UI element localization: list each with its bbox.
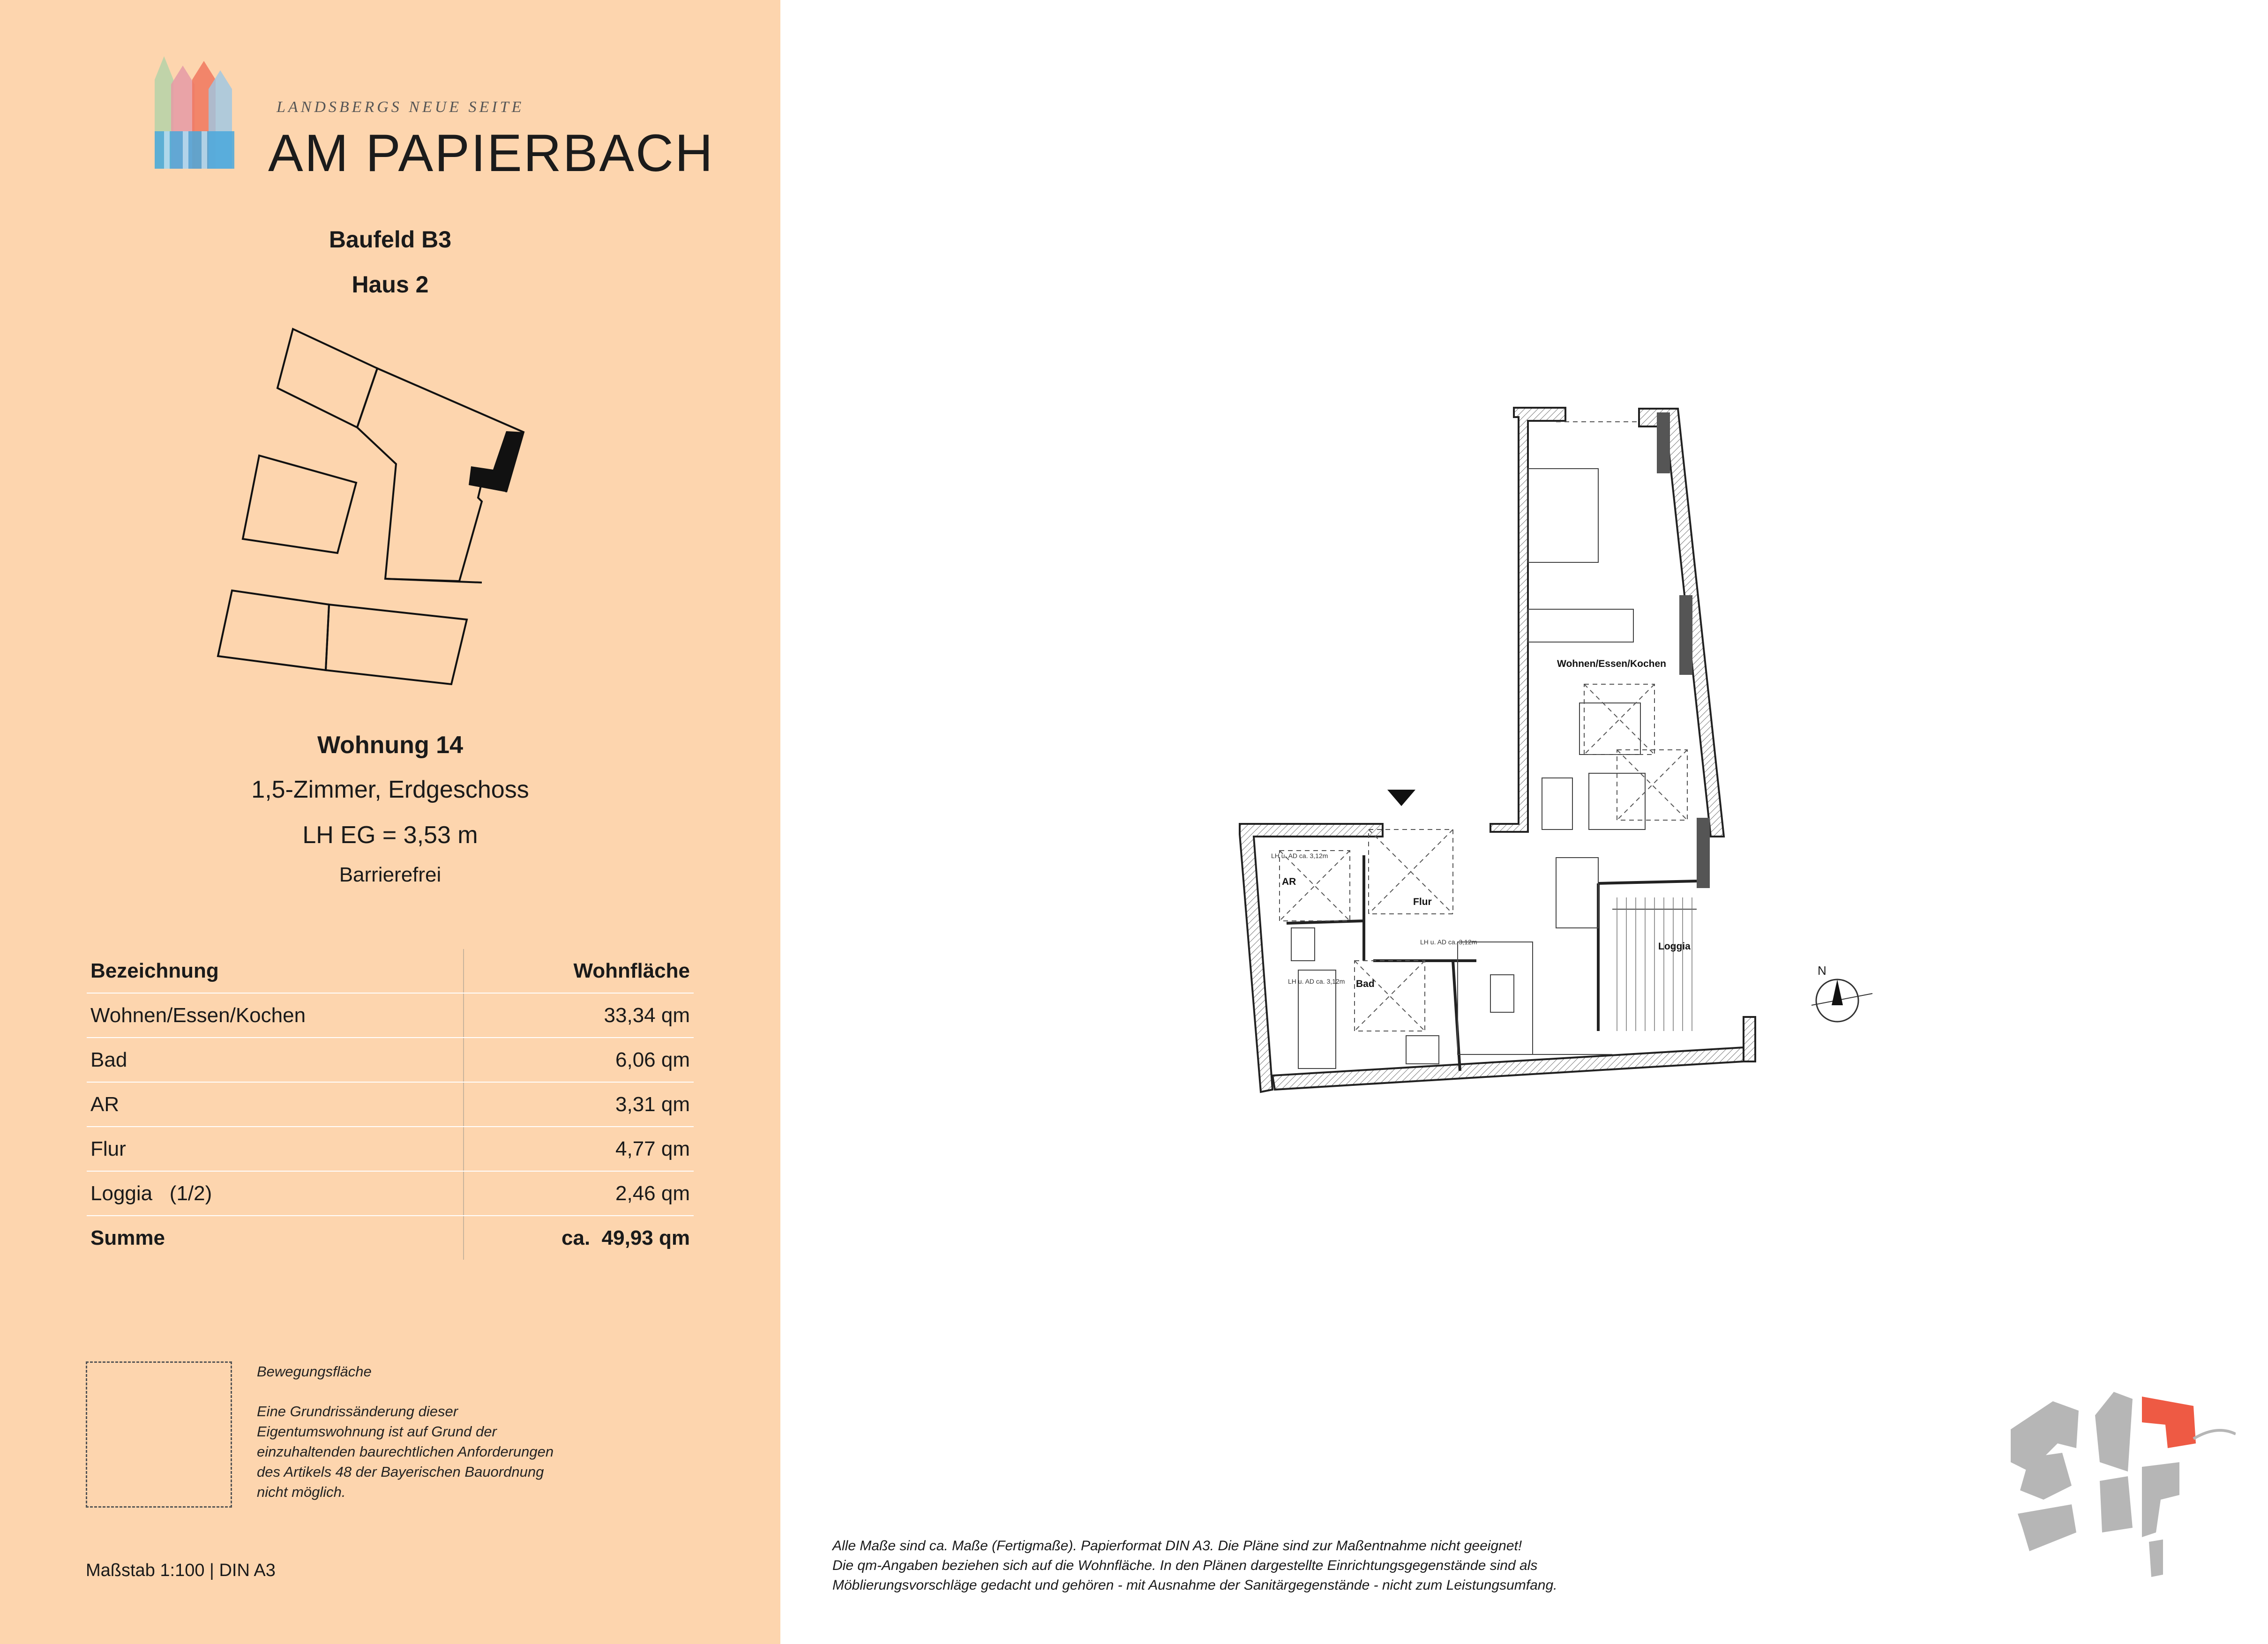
unit-title: Wohnung 14 <box>317 732 463 759</box>
row-value: 33,34 qm <box>464 993 694 1038</box>
floor-plan <box>1228 394 1875 1115</box>
area-table <box>87 949 694 1260</box>
room-label-bad: Bad <box>1356 979 1375 989</box>
movement-area-legend-box <box>86 1361 232 1508</box>
legend-text <box>257 1401 554 1502</box>
row-value: 6,06 qm <box>464 1038 694 1082</box>
info-sidebar <box>0 0 780 1644</box>
legend-line: Eigentumswohnung ist auf Grund der <box>257 1423 497 1440</box>
ceiling-note-ar: LH u. AD ca. 3,12m <box>1271 852 1328 859</box>
row-label: Bad <box>87 1038 464 1082</box>
row-label: Flur <box>87 1127 464 1171</box>
site-keyplan <box>206 323 534 689</box>
house-title: Haus 2 <box>352 271 429 298</box>
room-label-living: Wohnen/Essen/Kochen <box>1557 658 1666 669</box>
ceiling-note-flur: LH u. AD ca. 3,12m <box>1420 938 1477 946</box>
disclaimer <box>832 1536 1723 1595</box>
header-label: Bezeichnung <box>87 949 464 993</box>
legend-line: einzuhaltenden baurechtlichen Anforderungen <box>257 1443 554 1460</box>
table-row <box>87 993 694 1038</box>
row-label: Wohnen/Essen/Kochen <box>87 993 464 1038</box>
field-title: Baufeld B3 <box>329 226 452 253</box>
row-label: AR <box>87 1082 464 1127</box>
ceiling-note-bad: LH u. AD ca. 3,12m <box>1288 978 1345 985</box>
table-row <box>87 1082 694 1127</box>
header-value: Wohnfläche <box>464 949 694 993</box>
row-label: Loggia (1/2) <box>87 1171 464 1216</box>
legend-line: nicht möglich. <box>257 1484 346 1500</box>
room-label-flur: Flur <box>1413 897 1432 907</box>
legend-line: des Artikels 48 der Bayerischen Bauordnung <box>257 1464 544 1480</box>
brand-tagline: LANDSBERGS NEUE SEITE <box>277 98 524 116</box>
table-row <box>87 1127 694 1171</box>
brand-logo-houses <box>150 52 258 173</box>
scale-label: Maßstab 1:100 | DIN A3 <box>86 1561 276 1580</box>
row-value: 3,31 qm <box>464 1082 694 1127</box>
unit-accessibility: Barrierefrei <box>339 863 442 886</box>
room-label-ar: AR <box>1282 876 1296 887</box>
unit-ceiling-height: LH EG = 3,53 m <box>302 822 478 849</box>
site-overview-map <box>2001 1378 2236 1593</box>
disclaimer-line: Möblierungsvorschläge gedacht und gehören - mit Ausnahme der Sanitärgegenstände - nicht zum Leistungsumfang. <box>832 1577 1557 1593</box>
disclaimer-line: Die qm-Angaben beziehen sich auf die Wohnfläche. In den Plänen dargestellte Einrichtungsgegenstände sind als <box>832 1558 1538 1573</box>
legend-line: Eine Grundrissänderung dieser <box>257 1403 458 1420</box>
table-row <box>87 1171 694 1216</box>
sum-label: Summe <box>87 1216 464 1260</box>
north-label: N <box>1818 964 1826 978</box>
room-label-loggia: Loggia <box>1658 941 1691 952</box>
table-header-row <box>87 949 694 993</box>
disclaimer-line: Alle Maße sind ca. Maße (Fertigmaße). Papierformat DIN A3. Die Pläne sind zur Maßentnahme nicht geeignet! <box>832 1538 1522 1554</box>
legend-title: Bewegungsfläche <box>257 1363 372 1380</box>
table-sum-row <box>87 1216 694 1260</box>
sum-value: ca. 49,93 qm <box>561 1226 690 1249</box>
table-row <box>87 1038 694 1082</box>
brand-name: AM PAPIERBACH <box>268 124 714 182</box>
row-value: 4,77 qm <box>464 1127 694 1171</box>
row-value: 2,46 qm <box>464 1171 694 1216</box>
unit-rooms: 1,5-Zimmer, Erdgeschoss <box>251 776 529 803</box>
